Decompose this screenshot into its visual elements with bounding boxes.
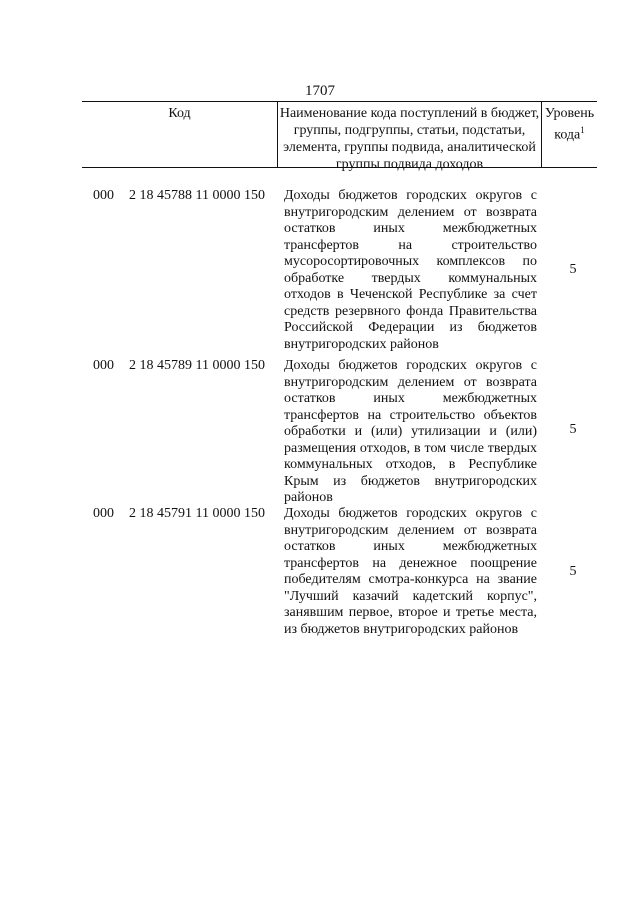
code-level: 5	[569, 564, 577, 579]
revenue-name: Доходы бюджетов городских округов с внутригородским делением от возврата остатков иных межбюджетных трансфертов на строительство объектов обработки и (или) утилизации и (или) размещения отходов, в том числе твердых коммунальных отходов, в Республике Крым из бюджетов внутригородских районов	[284, 358, 537, 505]
revenue-code: 2 18 45788 11 0000 150	[129, 188, 265, 203]
revenue-code: 2 18 45791 11 0000 150	[129, 506, 265, 521]
revenue-code: 2 18 45789 11 0000 150	[129, 358, 265, 373]
revenue-name: Доходы бюджетов городских округов с внутригородским делением от возврата остатков иных межбюджетных трансфертов на строительство мусоросортировочных комплексов по обработке твердых коммунальных отходов в Чеченской Республике за счет средств резервного фонда Правительства Российской Федерации из бюджетов внутригородских районов	[284, 188, 537, 352]
admin-code: 000	[93, 358, 114, 373]
footnote-marker: 1	[580, 125, 585, 135]
header-level-label: Уровень кода	[544, 106, 595, 143]
admin-code: 000	[93, 188, 114, 203]
page-number: 1707	[305, 83, 335, 99]
admin-code: 000	[93, 506, 114, 521]
code-level: 5	[569, 422, 577, 437]
header-code: Код	[82, 102, 278, 167]
header-level	[542, 102, 597, 167]
revenue-name: Доходы бюджетов городских округов с внутригородским делением от возврата остатков иных межбюджетных трансфертов на денежное поощрение победителям смотра-конкурса на звание "Лучший казачий кадетский корпус", занявшим первое, второе и третье места, из бюджетов внутригородских районов	[284, 506, 537, 637]
header-name: Наименование кода поступлений в бюджет, группы, подгруппы, статьи, подстатьи, элемента, группы подвида, аналитической группы подвида доходов	[278, 102, 542, 167]
table-header	[82, 101, 597, 172]
code-level: 5	[569, 262, 577, 277]
